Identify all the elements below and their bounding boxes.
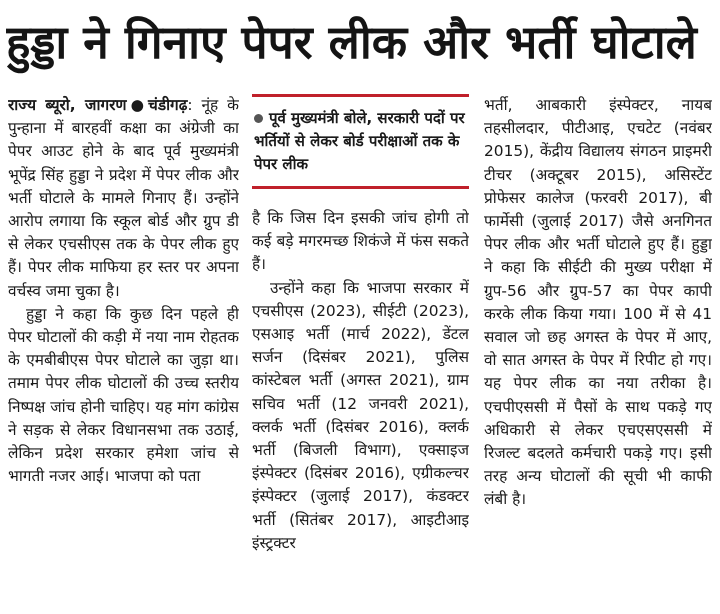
column-2-body — [252, 207, 469, 555]
paragraph: भर्ती, आबकारी इंस्पेक्टर, नायब तहसीलदार, पीटीआइ, एचटेट (नवंबर 2015), केंद्रीय विद्यालय संगठन प्राइमरी टीचर (अक्टूबर 2015), असिस्टेंट प्रोफेसर कालेज (फरवरी 2017), बी फार्मेसी (जुलाई 2017) जैसे अनगिनत पेपर लीक और भर्ती घोटाले हुए हैं। हुड्डा ने कहा कि सीईटी की मुख्य परीक्षा में ग्रुप-56 और ग्रुप-57 का पेपर कापी करके लीक किया गया। 100 में से 41 सवाल जो छह अगस्त के पेपर में आए, वो सात अगस्त के पेपर में रिपीट हो गए। यह पेपर लीक का नया तरीका है। एचपीएससी में पैसों के साथ पकड़े गए अधिकारी से लेकर एचएसएससी में रिजल्ट बदलते कर्मचारी पकड़े गए। इसी तरह अन्य घोटालों की सूची भी काफी लंबी है। — [484, 96, 712, 509]
paragraph: हुड्डा ने कहा कि कुछ दिन पहले ही पेपर घोटालों की कड़ी में नया नाम रोहतक के एमबीबीएस पेपर घोटाले का जुड़ा था। तमाम पेपर लीक घोटालों की उच्च स्तरीय निष्पक्ष जांच होनी चाहिए। यह मांग कांग्रेस ने सड़क से लेकर विधानसभा तक उठाई, लेकिन प्रदेश सरकार हमेशा जांच से भागती नजर आई। भाजपा को पता — [8, 304, 239, 486]
blurb-text: पूर्व मुख्यमंत्री बोले, सरकारी पदों पर भर्तियों से लेकर बोर्ड परीक्षाओं तक के पेपर लीक — [254, 109, 465, 173]
column-1 — [8, 94, 239, 610]
dateline: राज्य ब्यूरो, जागरण●चंडीगढ़ — [8, 96, 188, 114]
column-3 — [484, 94, 712, 610]
bullet-icon — [254, 114, 263, 123]
headline: हुड्डा ने गिनाए पेपर लीक और भर्ती घोटाले — [6, 15, 697, 69]
paragraph — [8, 94, 239, 303]
highlight-blurb — [252, 94, 469, 189]
paragraph-text: : नूंह के पुन्हाना में बारहवीं कक्षा का अंग्रेजी का पेपर आउट होने के बाद पूर्व मुख्यमंत्री भूपेंद्र सिंह हुड्डा ने प्रदेश में पेपर लीक और भर्ती घोटाले के मामले गिनाए हैं। उन्होंने आरोप लगाया कि स्कूल बोर्ड और ग्रुप डी से लेकर एचसीएस तक के पेपर लीक हुए हैं। पेपर लीक माफिया हर स्तर पर अपना वर्चस्व जमा चुका है। — [8, 96, 239, 300]
paragraph: उन्होंने कहा कि भाजपा सरकार में एचसीएस (2023), सीईटी (2023), एसआइ भर्ती (मार्च 2022), डेंटल सर्जन (दिसंबर 2021), पुलिस कांस्टेबल भर्ती (अगस्त 2021), ग्राम सचिव भर्ती (12 जनवरी 2021), क्लर्क भर्ती (दिसंबर 2016), क्लर्क भर्ती (बिजली विभाग), एक्साइज इंस्पेक्टर (दिसंबर 2016), एग्रीकल्चर इंस्पेक्टर (जुलाई 2017), कंडक्टर भर्ती (सितंबर 2017), आइटीआइ इंस्ट्रक्टर — [252, 278, 469, 552]
column-2 — [252, 94, 469, 610]
paragraph: है कि जिस दिन इसकी जांच होगी तो कई बड़े मगरमच्छ शिकंजे में फंस सकते हैं। — [252, 209, 469, 274]
